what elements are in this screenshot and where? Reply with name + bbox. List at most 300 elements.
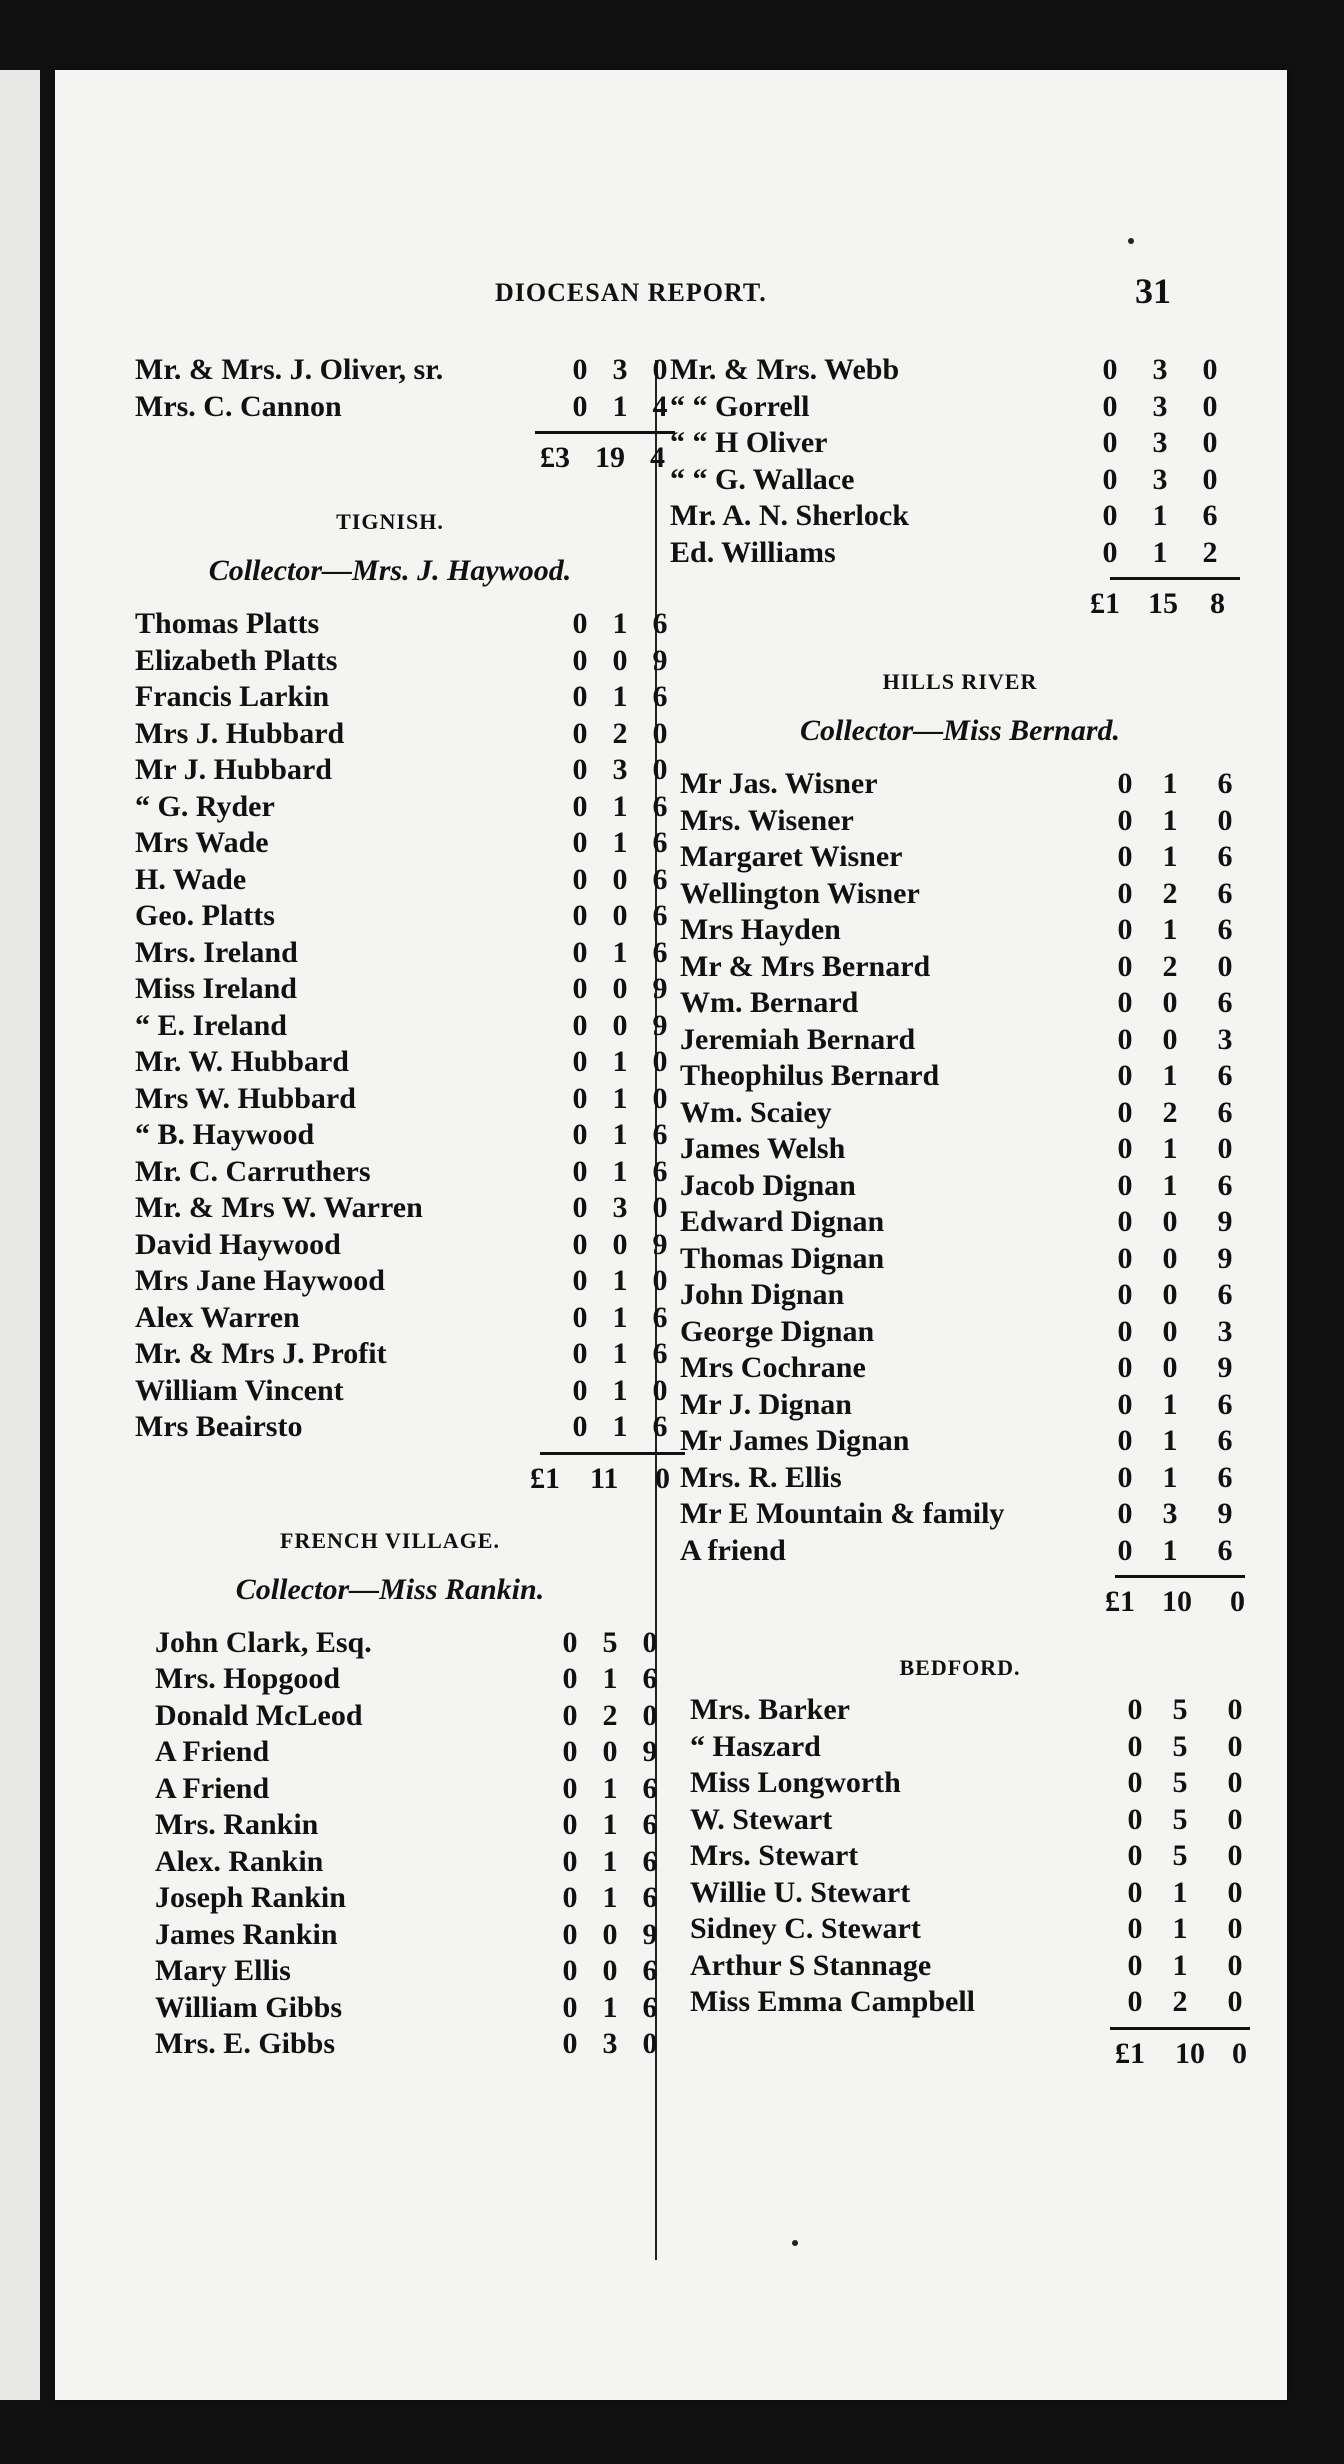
subscriber-row [670,535,1250,572]
amount-shillings: 0 [602,1735,618,1768]
amount-shillings: 3 [1152,353,1168,386]
subscriber-name: David Haywood [135,1227,341,1261]
right-top-total [670,584,1250,624]
amount-pence: 9 [652,1008,668,1042]
subscriber-row [155,1625,658,1662]
amount-pounds: 0 [1117,949,1133,983]
subscriber-name: Mr. W. Hubbard [135,1045,349,1078]
amount-pence: 6 [652,789,668,823]
amount-pence: 0 [652,1373,668,1407]
amount-pence: 0 [1227,1693,1243,1726]
amount-pounds: 0 [1117,1205,1133,1238]
total-pence: 8 [1210,587,1225,620]
amount-pence: 6 [1217,1168,1233,1202]
subscriber-name: Mr. & Mrs. J. Oliver, sr. [135,353,444,386]
collector-hills-river: Collector—Miss Bernard. [799,714,1121,747]
amount-pounds: 0 [572,1410,588,1443]
amount-pence: 6 [1217,1278,1233,1311]
amount-pounds: 0 [1117,913,1133,946]
amount-shillings: 0 [612,1008,628,1042]
subscriber-row [690,1911,1250,1948]
subscriber-name: Miss Longworth [690,1766,901,1799]
amount-shillings: 1 [602,1990,618,2024]
amount-pence: 9 [1217,1497,1233,1530]
tignish-list [135,606,668,1446]
subscriber-name: Mr J. Hubbard [135,753,332,786]
amount-pounds: 0 [1117,876,1133,910]
total-pounds: £1 [1105,1585,1135,1618]
amount-pence: 0 [1227,1875,1243,1909]
amount-pounds: 0 [572,1081,588,1115]
amount-pounds: 0 [1127,1839,1143,1872]
subscriber-name: Mrs Hayden [680,913,841,946]
amount-pounds: 0 [572,1118,588,1151]
subscriber-name: Wellington Wisner [680,876,920,910]
subscriber-name: Donald McLeod [155,1698,363,1732]
subscriber-row [135,1263,668,1300]
subscriber-row [135,1117,668,1154]
subscriber-row [680,1533,1250,1570]
amount-pence: 0 [1227,1766,1243,1799]
amount-shillings: 1 [1172,1948,1188,1982]
subscriber-row [135,898,668,935]
subscriber-row [680,1058,1250,1095]
subscriber-row [155,1844,658,1881]
subscriber-name: “ E. Ireland [135,1008,287,1042]
amount-shillings: 2 [1172,1985,1188,2018]
subscriber-row [155,2026,658,2063]
amount-pence: 0 [642,1625,658,1659]
amount-pence: 9 [642,1735,658,1768]
amount-pounds: 0 [572,789,588,823]
bedford-list [690,1692,1250,2021]
subscriber-name: W. Stewart [690,1802,833,1836]
total-shillings: 10 [1162,1585,1192,1618]
amount-shillings: 2 [1162,1095,1178,1129]
amount-pounds: 0 [1117,1132,1133,1165]
amount-shillings: 1 [612,389,628,423]
amount-pounds: 0 [572,862,588,896]
subscriber-row [135,1044,668,1081]
amount-pounds: 0 [562,1990,578,2024]
subscriber-name: Theophilus Bernard [680,1059,940,1092]
subscriber-name: Willie U. Stewart [690,1875,911,1909]
amount-shillings: 0 [1162,986,1178,1019]
amount-shillings: 0 [612,1227,628,1261]
previous-page-edge [0,70,40,2400]
amount-shillings: 0 [1162,1351,1178,1384]
amount-shillings: 3 [612,1191,628,1224]
total-pence: 4 [650,441,665,474]
amount-pence: 6 [1217,1460,1233,1494]
amount-pence: 6 [1217,1095,1233,1129]
amount-pence: 6 [642,1771,658,1805]
subscriber-row [155,1807,658,1844]
amount-pounds: 0 [1117,1095,1133,1129]
amount-pence: 0 [652,1045,668,1078]
amount-shillings: 1 [1152,535,1168,569]
amount-pence: 6 [652,1337,668,1370]
section-title-french-village: FRENCH VILLAGE. [280,1527,500,1553]
subscriber-name: Mr Jas. Wisner [680,767,878,800]
subscriber-row [670,389,1250,426]
subscriber-row [680,1022,1250,1059]
subscriber-name: A Friend [155,1771,270,1805]
amount-pounds: 0 [1117,1387,1133,1421]
amount-shillings: 1 [602,1662,618,1695]
amount-pence: 0 [1202,389,1218,423]
amount-pounds: 0 [1117,1533,1133,1567]
subscriber-row [680,1168,1250,1205]
amount-shillings: 2 [612,716,628,750]
amount-pounds: 0 [1117,1314,1133,1348]
subscriber-name: Mr. & Mrs W. Warren [135,1191,423,1224]
amount-shillings: 1 [1162,1168,1178,1202]
subscriber-name: Mr E Mountain & family [680,1497,1005,1530]
subscriber-name: William Gibbs [155,1990,343,2024]
amount-shillings: 1 [1162,1424,1178,1457]
subscriber-name: Miss Ireland [135,972,297,1005]
amount-pence: 4 [652,389,668,423]
amount-pence: 6 [642,1990,658,2024]
amount-pounds: 0 [1117,1497,1133,1530]
left-top-list [135,352,668,425]
subscriber-name: A friend [680,1533,786,1567]
left-top-total [135,438,665,478]
amount-pence: 0 [1217,803,1233,837]
amount-shillings: 0 [612,899,628,932]
subscriber-name: Mr J. Dignan [680,1387,852,1421]
amount-pounds: 0 [572,753,588,786]
amount-pounds: 0 [572,972,588,1005]
amount-pence: 0 [652,753,668,786]
right-top-list [670,352,1250,571]
amount-pence: 0 [1217,949,1233,983]
page-title: DIOCESAN REPORT. [495,278,767,307]
amount-pence: 6 [652,680,668,713]
subscriber-row [155,1661,658,1698]
amount-shillings: 3 [1152,462,1168,496]
subscriber-name: Mr James Dignan [680,1424,910,1457]
amount-pounds: 0 [572,935,588,969]
subscriber-name: William Vincent [135,1373,344,1407]
amount-pounds: 0 [1117,1168,1133,1202]
subscriber-name: George Dignan [680,1314,875,1348]
amount-pence: 6 [652,862,668,896]
subscriber-row [680,1460,1250,1497]
subscriber-row [135,789,668,826]
amount-shillings: 5 [602,1625,618,1659]
amount-shillings: 1 [1172,1912,1188,1945]
subscriber-row [135,1227,668,1264]
subscriber-name: Mrs. R. Ellis [680,1460,842,1494]
subscriber-name: Mrs Wade [135,826,269,859]
amount-pence: 0 [1227,1985,1243,2018]
amount-shillings: 0 [612,643,628,677]
subscriber-row [135,971,668,1008]
total-pence: 0 [1232,2036,1247,2070]
subscriber-row [135,1373,668,1410]
amount-pounds: 0 [562,1808,578,1841]
amount-pounds: 0 [562,1625,578,1659]
amount-pence: 9 [652,1227,668,1261]
subscriber-row [680,839,1250,876]
print-speck [1128,238,1134,244]
subscriber-row [690,1948,1250,1985]
amount-shillings: 1 [1162,1460,1178,1494]
amount-pounds: 0 [562,1771,578,1805]
amount-pence: 0 [652,1191,668,1224]
tignish-total [135,1459,670,1499]
amount-pounds: 0 [1102,462,1118,496]
subscriber-row [155,1771,658,1808]
subscriber-row [155,1734,658,1771]
subtotal-rule [135,1452,645,1455]
amount-shillings: 3 [1152,426,1168,459]
subscriber-row [680,985,1250,1022]
subscriber-name: James Welsh [680,1132,846,1165]
subscriber-row [690,1802,1250,1839]
amount-pence: 3 [1217,1314,1233,1348]
amount-pounds: 0 [1117,1241,1133,1275]
print-speck [792,2240,798,2246]
amount-shillings: 1 [602,1771,618,1805]
amount-pounds: 0 [572,826,588,859]
amount-pence: 0 [1202,353,1218,386]
amount-pence: 0 [642,1698,658,1732]
subscriber-name: Thomas Dignan [680,1241,885,1275]
total-shillings: 10 [1175,2036,1205,2070]
subscriber-name: “ “ H Oliver [670,426,828,459]
amount-pence: 6 [1217,986,1233,1019]
amount-shillings: 1 [1162,840,1178,873]
amount-pence: 9 [1217,1205,1233,1238]
total-pounds: £3 [540,441,570,474]
amount-shillings: 3 [602,2027,618,2060]
subscriber-name: Mrs. Hopgood [155,1662,341,1695]
amount-pounds: 0 [572,1154,588,1188]
total-pence: 0 [1230,1585,1245,1618]
subscriber-row [135,643,668,680]
collector-french-village: Collector—Miss Rankin. [235,1572,545,1606]
subscriber-row [680,876,1250,913]
amount-pence: 6 [642,1662,658,1695]
amount-pounds: 0 [572,389,588,423]
subscriber-row [690,1984,1250,2021]
subscriber-name: “ “ G. Wallace [670,462,855,496]
amount-pounds: 0 [572,643,588,677]
amount-pounds: 0 [572,1008,588,1042]
amount-pence: 0 [1227,1948,1243,1982]
amount-shillings: 1 [1162,1533,1178,1567]
amount-shillings: 5 [1172,1802,1188,1836]
subscriber-name: “ B. Haywood [135,1118,315,1151]
amount-shillings: 2 [1162,876,1178,910]
amount-pence: 9 [1217,1351,1233,1384]
total-pounds: £1 [530,1461,560,1495]
amount-pounds: 0 [1117,1022,1133,1056]
french-village-list [155,1625,658,2063]
amount-shillings: 1 [612,1045,628,1078]
hills-river-list [680,766,1250,1569]
amount-pence: 9 [1217,1241,1233,1275]
amount-shillings: 1 [612,1300,628,1334]
subscriber-row [135,862,668,899]
amount-pence: 6 [642,1808,658,1841]
bedford-total [670,2034,1250,2074]
subscriber-row [135,752,668,789]
subscriber-row [135,1409,668,1446]
subscriber-row [670,462,1250,499]
subscriber-name: Elizabeth Platts [135,643,338,677]
amount-pence: 6 [1217,913,1233,946]
amount-shillings: 1 [1162,1132,1178,1165]
subtotal-rule [670,1575,1250,1578]
amount-shillings: 1 [612,1154,628,1188]
amount-shillings: 1 [612,1337,628,1370]
amount-pounds: 0 [1102,426,1118,459]
total-shillings: 15 [1148,587,1178,620]
amount-shillings: 0 [1162,1205,1178,1238]
subscriber-row [135,716,668,753]
amount-pounds: 0 [562,1735,578,1768]
amount-shillings: 5 [1172,1766,1188,1799]
amount-pence: 0 [1227,1802,1243,1836]
subscriber-name: A Friend [155,1735,270,1768]
amount-pounds: 0 [1117,1460,1133,1494]
total-pounds: £1 [1090,587,1120,620]
amount-pounds: 0 [572,1373,588,1407]
amount-shillings: 3 [612,753,628,786]
page-number: 31 [1135,271,1171,311]
subscriber-row [680,1204,1250,1241]
subscriber-name: Alex Warren [135,1300,300,1334]
collector-tignish: Collector—Mrs. J. Haywood. [208,554,572,587]
subscriber-row [690,1838,1250,1875]
subscriber-name: Joseph Rankin [155,1881,346,1914]
amount-shillings: 1 [602,1808,618,1841]
subscriber-row [680,1423,1250,1460]
subscriber-name: Arthur S Stannage [690,1948,932,1982]
amount-pounds: 0 [562,1917,578,1951]
amount-pounds: 0 [1127,1693,1143,1726]
amount-pence: 6 [652,1300,668,1334]
subscriber-name: Mary Ellis [155,1954,291,1987]
subscriber-name: Mrs. Ireland [135,935,298,969]
subscriber-name: Mrs. Stewart [690,1839,859,1872]
amount-pence: 0 [642,2027,658,2060]
amount-shillings: 1 [612,789,628,823]
subscriber-name: Mr. C. Carruthers [135,1154,371,1188]
amount-pounds: 0 [1117,803,1133,837]
subscriber-row [680,1387,1250,1424]
total-shillings: 11 [590,1461,619,1495]
amount-pounds: 0 [1102,535,1118,569]
amount-pounds: 0 [562,1954,578,1987]
subscriber-name: Mrs W. Hubbard [135,1081,356,1115]
subscriber-row [680,949,1250,986]
subscriber-row [680,1350,1250,1387]
subtotal-rule [670,2027,1250,2030]
amount-pence: 6 [1217,1387,1233,1421]
subscriber-name: Jacob Dignan [680,1168,856,1202]
amount-pence: 6 [1217,767,1233,800]
subscriber-name: Mr. & Mrs. Webb [670,353,900,386]
subscriber-name: “ “ Gorrell [670,389,810,423]
amount-shillings: 1 [1162,1387,1178,1421]
amount-pounds: 0 [562,1662,578,1695]
amount-pence: 6 [652,826,668,859]
amount-pounds: 0 [1102,389,1118,423]
amount-shillings: 1 [612,1410,628,1443]
amount-shillings: 1 [612,607,628,640]
subscriber-name: Mrs. Rankin [155,1808,319,1841]
amount-pounds: 0 [562,2027,578,2060]
amount-shillings: 0 [1162,1314,1178,1348]
subscriber-name: Mr. A. N. Sherlock [670,499,909,532]
amount-pounds: 0 [1117,986,1133,1019]
amount-pounds: 0 [1127,1985,1143,2018]
amount-pence: 0 [1217,1132,1233,1165]
amount-shillings: 1 [602,1881,618,1914]
amount-pounds: 0 [1117,1059,1133,1092]
subscriber-row [680,1241,1250,1278]
subscriber-row [680,803,1250,840]
amount-pence: 0 [652,716,668,750]
subscriber-name: Edward Dignan [680,1205,885,1238]
amount-shillings: 3 [1152,389,1168,423]
amount-pounds: 0 [1117,840,1133,873]
subscriber-row [135,1081,668,1118]
amount-shillings: 0 [1162,1022,1178,1056]
amount-pence: 6 [652,935,668,969]
amount-shillings: 0 [612,862,628,896]
subscriber-name: John Clark, Esq. [155,1625,372,1659]
amount-pounds: 0 [572,1191,588,1224]
subscriber-name: Jeremiah Bernard [680,1022,916,1056]
amount-shillings: 1 [1162,767,1178,800]
subscriber-name: James Rankin [155,1917,338,1951]
amount-pence: 0 [1202,426,1218,459]
subscriber-name: “ Haszard [690,1729,821,1763]
amount-shillings: 1 [1152,499,1168,532]
amount-pounds: 0 [562,1881,578,1914]
subscriber-name: John Dignan [680,1278,845,1311]
amount-pence: 6 [1202,499,1218,532]
amount-shillings: 2 [602,1698,618,1732]
amount-shillings: 3 [1162,1497,1178,1530]
amount-shillings: 1 [612,935,628,969]
subscriber-name: Geo. Platts [135,899,275,932]
subscriber-name: Mrs Cochrane [680,1351,866,1384]
amount-pounds: 0 [572,1264,588,1297]
amount-shillings: 1 [612,1081,628,1115]
subscriber-name: Mrs Jane Haywood [135,1264,385,1297]
amount-pounds: 0 [1102,353,1118,386]
amount-pounds: 0 [1127,1912,1143,1945]
amount-shillings: 0 [612,972,628,1005]
report-page [55,70,1287,2400]
amount-shillings: 1 [1172,1875,1188,1909]
amount-pence: 0 [652,1081,668,1115]
amount-pence: 9 [652,643,668,677]
amount-pence: 9 [652,972,668,1005]
amount-pounds: 0 [1127,1766,1143,1799]
section-title-tignish: TIGNISH. [336,509,444,534]
amount-pence: 6 [1217,876,1233,910]
amount-pence: 6 [642,1844,658,1878]
amount-pence: 0 [1227,1839,1243,1872]
